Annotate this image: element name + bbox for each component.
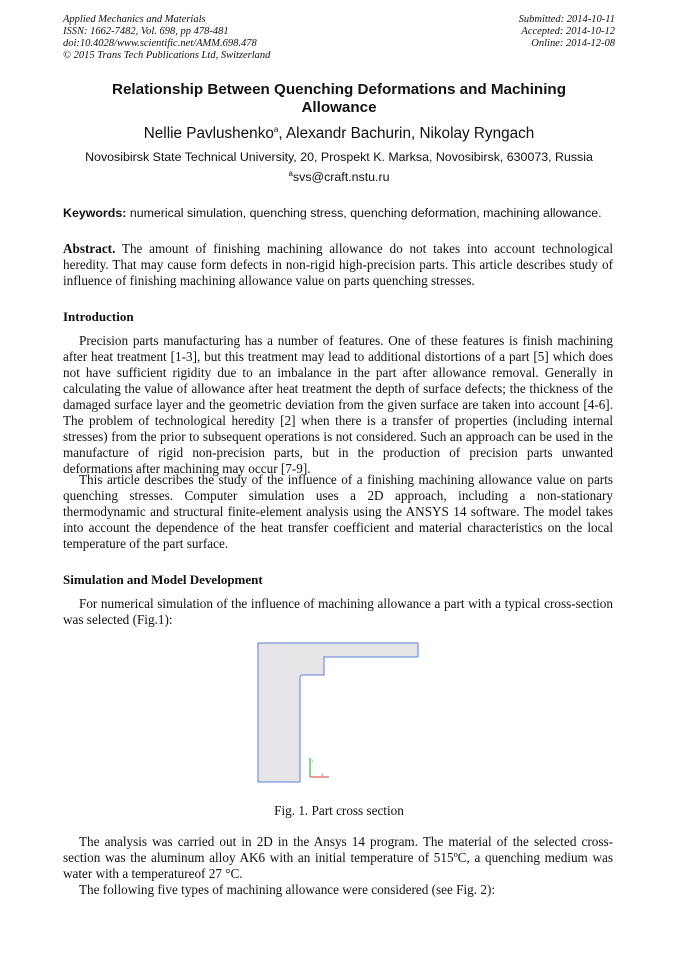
doi-line: doi:10.4028/www.scientific.net/AMM.698.478 [63,38,257,49]
section-heading-introduction: Introduction [63,309,134,324]
journal-name: Applied Mechanics and Materials [63,14,206,25]
email-marker: a [288,168,293,178]
part-cross-section-shape [258,643,418,782]
axis-triad-icon [310,758,329,777]
accepted-date: Accepted: 2014-10-12 [521,26,615,37]
submitted-date: Submitted: 2014-10-11 [518,14,615,25]
journal-header-left [63,14,270,62]
title-line-1: Relationship Between Quenching Deformations and Machining [112,81,566,98]
intro-paragraph-1: Precision parts manufacturing has a number of features. One of these features is finish machining after heat treatment [1-3], but this treatment may lead to additional distortions of a part [5] which does not have sufficient rigidity due to an imbalance in the part after allowance removal. Generally in calculating the value of allowance after heat treatment the depth of surface defects; the thickness of the damaged surface layer and the geometric deviation from the given surface are taken into account [4-6]. The problem of technological heredity [2] when there is a transfer of properties (including internal stresses) from the prior to subsequent operations is not considered. Such an approach can be used in the manufacture of rigid non-precision parts, but in the production of precision parts unwanted deformations after machining may occur [7-9]. [63,333,613,476]
axis-x-label: X [321,772,324,777]
author-1: Nellie Pavlushenko [143,125,274,142]
simulation-paragraph-2: The analysis was carried out in 2D in the Ansys 14 program. The material of the selected cross-section was the aluminum alloy AK6 with an initial temperature of 515ºC, a quenching medium was water with a temperatureof 27 °C. [63,834,613,881]
abstract-text: The amount of finishing machining allowance do not takes into account technological heredity. That may cause form defects in non-rigid high-precision parts. This article describes study of influence of finishing machining allowance value on parts quenching stresses. [63,241,614,288]
figure-1-caption: Fig. 1. Part cross section [274,803,404,818]
paper-title [63,81,615,117]
section-heading-simulation: Simulation and Model Development [63,572,263,587]
email-line [63,170,615,185]
journal-header-right [519,14,615,50]
copyright-line: © 2015 Trans Tech Publications Ltd, Switzerland [63,50,271,61]
title-line-2: Allowance [301,99,377,116]
part-cross-section-figure [254,640,424,788]
intro-paragraph-2: This article describes the study of the influence of a finishing machining allowance value on parts quenching stresses. Computer simulation uses a 2D approach, including a non-stationary thermodynamic and structural finite-element analysis using the ANSYS 14 software. The model takes into account the dependence of the heat transfer coefficient and material characteristics on the local temperature of the part surface. [63,472,613,551]
abstract-label: Abstract. [63,241,116,256]
email-address: svs@craft.nstu.ru [292,170,390,184]
simulation-paragraph-1: For numerical simulation of the influence of machining allowance a part with a typical cross-section was selected (Fig.1): [63,596,613,627]
keywords-text: numerical simulation, quenching stress, quenching deformation, machining allowance. [129,206,602,220]
issn-line: ISSN: 1662-7482, Vol. 698, pp 478-481 [63,26,229,37]
other-authors: , Alexandr Bachurin, Nikolay Ryngach [278,125,535,142]
author-1-marker: a [273,124,279,134]
simulation-paragraph-3: The following five types of machining allowance were considered (see Fig. 2): [79,882,496,897]
axis-y-label: Y [311,758,314,763]
abstract [63,241,613,289]
affiliation: Novosibirsk State Technical University, 20, Prospekt K. Marksa, Novosibirsk, 630073, Russia [85,150,593,164]
keywords-label: Keywords: [63,206,127,220]
author-list [63,125,615,143]
online-date: Online: 2014-12-08 [531,38,615,49]
keywords [63,206,615,221]
